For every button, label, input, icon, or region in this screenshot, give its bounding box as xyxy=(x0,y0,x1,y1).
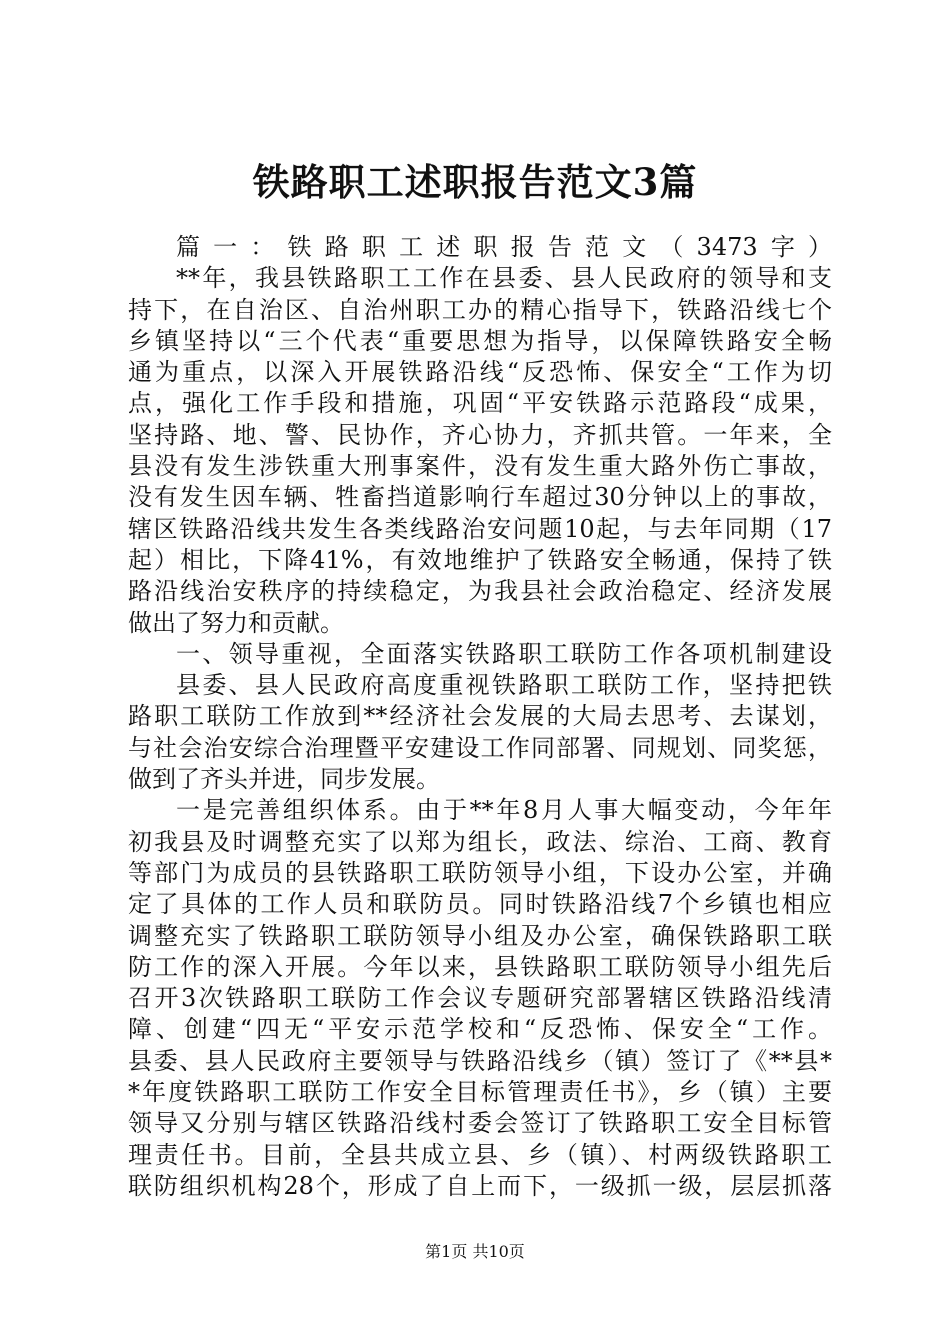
paragraph-line: 坚持路、地、警、民协作，齐心协力，齐抓共管。一年来，全 xyxy=(128,420,832,449)
paragraph-line: 点，强化工作手段和措施，巩固“平安铁路示范路段“成果， xyxy=(128,389,832,418)
paragraph-line: 防工作的深入开展。今年以来，县铁路职工联防领导小组先后 xyxy=(128,952,832,981)
paragraph-line: 与社会治安综合治理暨平安建设工作同部署、同规划、同奖惩， xyxy=(128,733,832,762)
paragraph-line: 初我县及时调整充实了以郑为组长，政法、综治、工商、教育 xyxy=(128,827,832,856)
paragraph-line: 起）相比，下降41%，有效地维护了铁路安全畅通，保持了铁 xyxy=(128,545,832,574)
paragraph-line: 定了具体的工作人员和联防员。同时铁路沿线7个乡镇也相应 xyxy=(128,890,832,919)
paragraph-line: 路沿线治安秩序的持续稳定，为我县社会政治稳定、经济发展 xyxy=(128,577,832,606)
paragraph-line: 做到了齐头并进，同步发展。 xyxy=(128,765,440,794)
paragraph-line: 理责任书。目前，全县共成立县、乡（镇）、村两级铁路职工 xyxy=(128,1140,832,1169)
paragraph-line: 召开3次铁路职工联防工作会议专题研究部署辖区铁路沿线清 xyxy=(128,984,832,1013)
page-footer: 第1页 共10页 xyxy=(425,1242,525,1261)
paragraph-line: 没有发生因车辆、牲畜挡道影响行车超过30分钟以上的事故， xyxy=(128,483,832,512)
paragraph-line: 通为重点，以深入开展铁路沿线“反恐怖、保安全“工作为切 xyxy=(128,358,832,387)
paragraph-line: 领导又分别与辖区铁路沿线村委会签订了铁路职工安全目标管 xyxy=(128,1109,832,1138)
paragraph-line: 障、创建“四无“平安示范学校和“反恐怖、保安全“工作。 xyxy=(128,1015,832,1044)
paragraph-line: 做出了努力和贡献。 xyxy=(128,608,344,637)
paragraph-line: 调整充实了铁路职工联防领导小组及办公室，确保铁路职工联 xyxy=(128,921,832,950)
paragraph-line: 篇一：铁路职工述职报告范文（3473字） xyxy=(176,233,832,261)
section-heading: 一、领导重视，全面落实铁路职工联防工作各项机制建设 xyxy=(176,639,832,668)
paragraph-line: 县没有发生涉铁重大刑事案件，没有发生重大路外伤亡事故， xyxy=(128,452,832,481)
paragraph-line: 县委、县人民政府主要领导与铁路沿线乡（镇）签订了《**县* xyxy=(128,1046,832,1075)
document-title: 铁路职工述职报告范文3篇 xyxy=(252,160,698,204)
paragraph-line: 县委、县人民政府高度重视铁路职工联防工作，坚持把铁 xyxy=(176,671,832,700)
paragraph-line: 辖区铁路沿线共发生各类线路治安问题10起，与去年同期（17 xyxy=(128,514,832,543)
paragraph-line: 一是完善组织体系。由于**年8月人事大幅变动，今年年 xyxy=(176,796,832,825)
paragraph-line: *年度铁路职工联防工作安全目标管理责任书》，乡（镇）主要 xyxy=(128,1078,832,1107)
paragraph-line: 联防组织机构28个，形成了自上而下，一级抓一级，层层抓落 xyxy=(128,1171,832,1200)
paragraph-line: 路职工联防工作放到**经济社会发展的大局去思考、去谋划， xyxy=(128,702,832,731)
paragraph-line: **年，我县铁路职工工作在县委、县人民政府的领导和支 xyxy=(176,264,832,293)
paragraph-line: 乡镇坚持以“三个代表“重要思想为指导，以保障铁路安全畅 xyxy=(128,326,832,355)
document-body xyxy=(128,232,832,1202)
paragraph-line: 等部门为成员的县铁路职工联防领导小组，下设办公室，并确 xyxy=(128,858,832,887)
paragraph-line: 持下，在自治区、自治州职工办的精心指导下，铁路沿线七个 xyxy=(128,295,832,324)
